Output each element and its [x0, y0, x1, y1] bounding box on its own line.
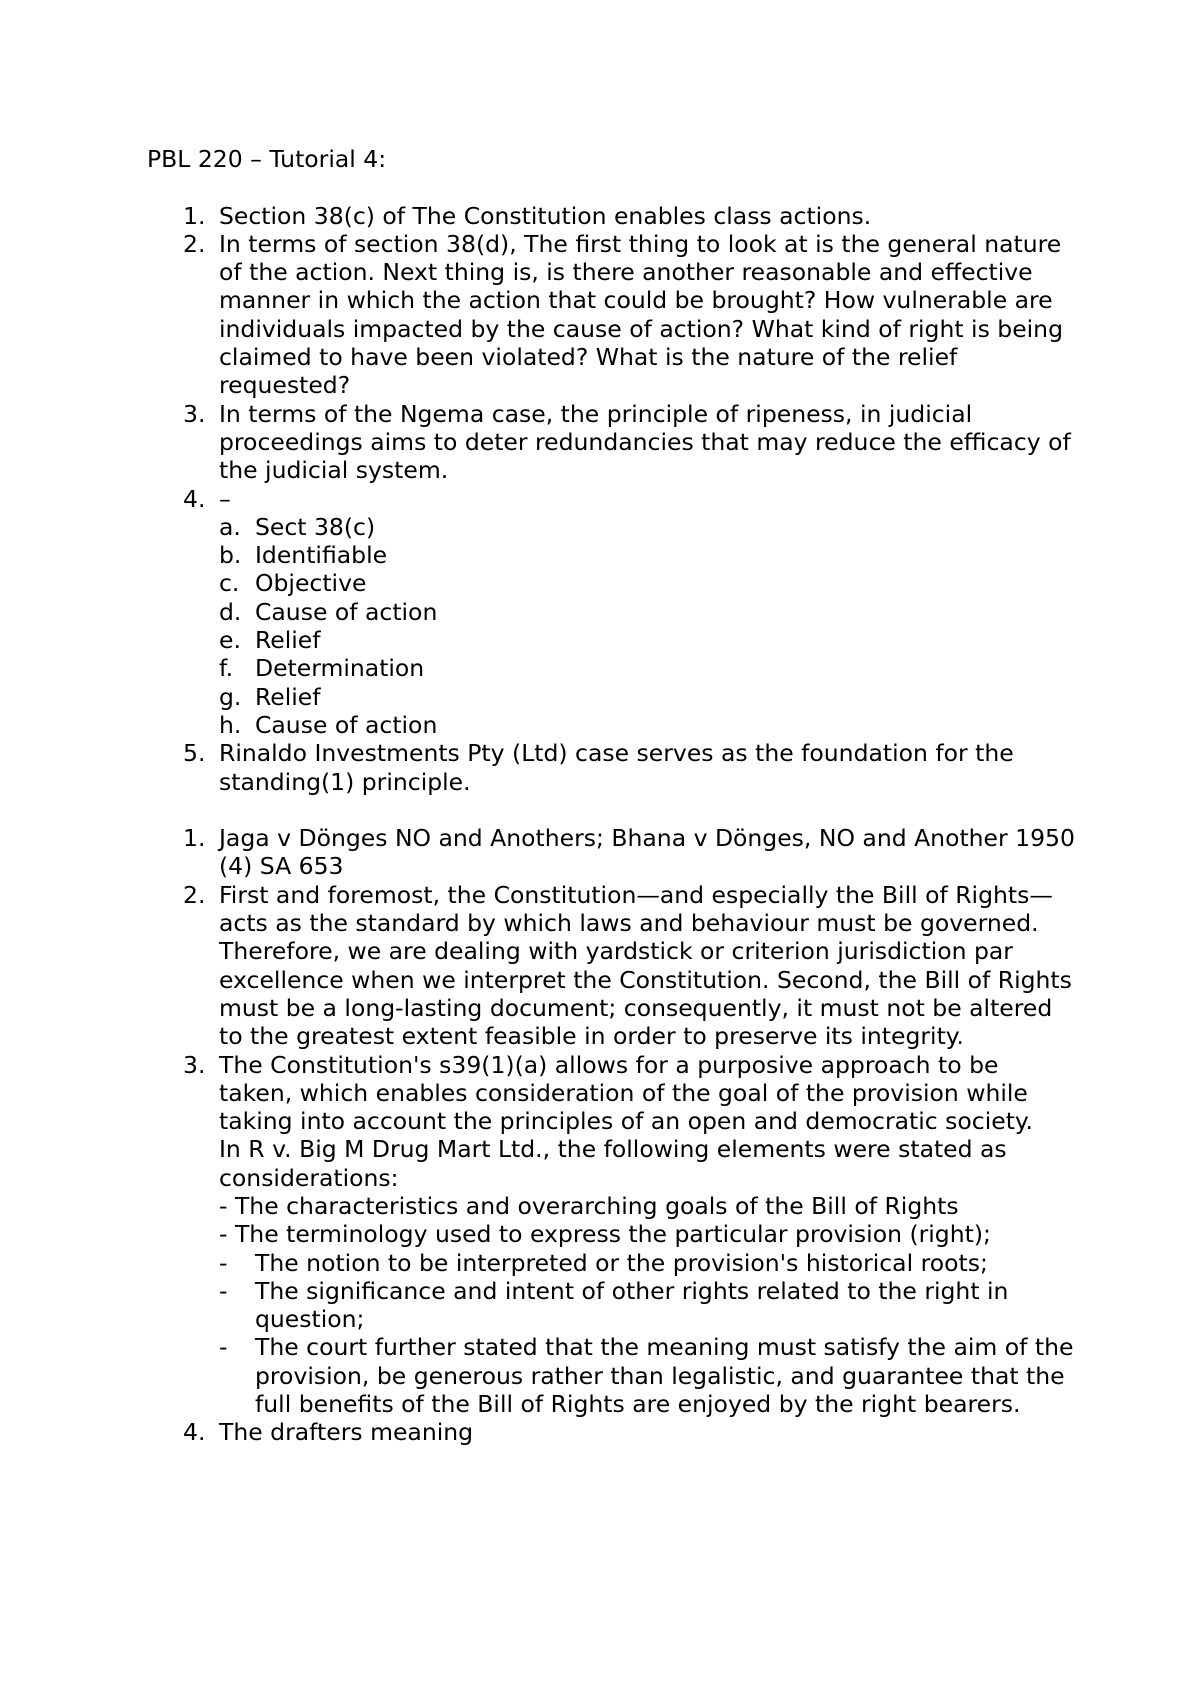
- sub-list-item: [219, 626, 1077, 654]
- sub-list-text: Objective: [255, 569, 367, 598]
- dash-marker: -: [219, 1248, 228, 1277]
- list-item: [147, 824, 1077, 881]
- sub-list-letter: d.: [219, 597, 242, 626]
- dash-list-item: [219, 1277, 1077, 1334]
- dash-list-text: The significance and intent of other rights related to the right in question;: [255, 1276, 1009, 1334]
- sub-list-item: [219, 598, 1077, 626]
- list-item-text: Section 38(c) of The Constitution enables class actions.: [219, 201, 872, 230]
- list-item-text: –: [219, 484, 231, 513]
- list-item: [147, 1051, 1077, 1419]
- sub-list-item: [219, 513, 1077, 541]
- list-number: 1.: [183, 201, 206, 230]
- sub-list-item: [219, 569, 1077, 597]
- sub-list-text: Relief: [255, 682, 321, 711]
- dash-list-text: The court further stated that the meaning must satisfy the aim of the provision, be generous rather than legalistic, and guarantee that the full benefits of the Bill of Rights are enjoyed by the right bearers.: [255, 1333, 1074, 1419]
- list-number: 2.: [183, 229, 206, 258]
- dash-line: - The characteristics and overarching goals of the Bill of Rights: [219, 1191, 959, 1220]
- dash-line: - The terminology used to express the particular provision (right);: [219, 1220, 991, 1249]
- sub-list-letter: f.: [219, 654, 234, 683]
- sub-list-item: [219, 683, 1077, 711]
- sub-list-item: [219, 541, 1077, 569]
- sub-list-item: [219, 711, 1077, 739]
- sub-list-item: [219, 654, 1077, 682]
- sub-list-text: Determination: [255, 654, 425, 683]
- list-item: [147, 400, 1077, 485]
- dash-list-text: The notion to be interpreted or the provision's historical roots;: [255, 1248, 988, 1277]
- list-item-text: In terms of the Ngema case, the principle of ripeness, in judicial proceedings aims to deter redundancies that may reduce the efficacy of the judicial system.: [219, 399, 1071, 485]
- list-item-paragraph: In R v. Big M Drug Mart Ltd., the following elements were stated as considerations:: [219, 1135, 1007, 1192]
- list-number: 2.: [183, 880, 206, 909]
- list-item: [147, 1418, 1077, 1446]
- document-body: [147, 145, 1077, 1447]
- list-item: [147, 881, 1077, 1051]
- sub-list-letter: c.: [219, 569, 240, 598]
- list-number: 3.: [183, 399, 206, 428]
- dash-marker: -: [219, 1276, 228, 1305]
- sub-list-text: Identifiable: [255, 541, 388, 570]
- dash-list-item: [219, 1249, 1077, 1277]
- list-item-text: The drafters meaning: [219, 1418, 474, 1447]
- sub-list-text: Relief: [255, 626, 321, 655]
- answer-list-1: [147, 202, 1077, 796]
- list-item-text: First and foremost, the Constitution—and especially the Bill of Rights—acts as the standard by which laws and behaviour must be governed. Therefore, we are dealing with yardstick or criterion jurisdiction par excellence when we interpret the Constitution. Second, the Bill of Rights must be a long-lasting document; consequently, it must not be altered to the greatest extent feasible in order to preserve its integrity.: [219, 880, 1072, 1051]
- list-item: [147, 739, 1077, 796]
- list-number: 1.: [183, 824, 206, 853]
- list-item-text: Rinaldo Investments Pty (Ltd) case serves as the foundation for the standing(1) principle.: [219, 739, 1014, 796]
- sub-list-letter: b.: [219, 541, 242, 570]
- answer-list-2: [147, 824, 1077, 1447]
- sub-list-text: Cause of action: [255, 597, 438, 626]
- dash-list-item: [219, 1333, 1077, 1418]
- list-number: 5.: [183, 739, 206, 768]
- list-item-text: In terms of section 38(d), The first thing to look at is the general nature of the action. Next thing is, is there another reasonable and effective manner in which the action that could be brought? How vulnerable are individuals impacted by the cause of action? What kind of right is being claimed to have been violated? What is the nature of the relief requested?: [219, 229, 1063, 400]
- sub-list: [219, 513, 1077, 739]
- blank-line: [147, 796, 1077, 824]
- list-item-text: Jaga v Dönges NO and Anothers; Bhana v Dönges, NO and Another 1950 (4) SA 653: [219, 824, 1075, 881]
- document-title: PBL 220 – Tutorial 4:: [147, 145, 387, 173]
- list-item: [147, 202, 1077, 230]
- list-item-text: The Constitution's s39(1)(a) allows for a purposive approach to be taken, which enables consideration of the goal of the provision while taking into account the principles of an open and democratic society.: [219, 1050, 1033, 1136]
- sub-list-text: Cause of action: [255, 710, 438, 739]
- sub-list-text: Sect 38(c): [255, 512, 376, 541]
- sub-list-letter: e.: [219, 626, 241, 655]
- list-item: [147, 230, 1077, 400]
- dash-marker: -: [219, 1333, 228, 1362]
- list-number: 3.: [183, 1050, 206, 1079]
- sub-list-letter: a.: [219, 512, 241, 541]
- list-number: 4.: [183, 484, 206, 513]
- sub-list-letter: h.: [219, 710, 242, 739]
- sub-list-letter: g.: [219, 682, 242, 711]
- list-item: [147, 485, 1077, 740]
- list-number: 4.: [183, 1418, 206, 1447]
